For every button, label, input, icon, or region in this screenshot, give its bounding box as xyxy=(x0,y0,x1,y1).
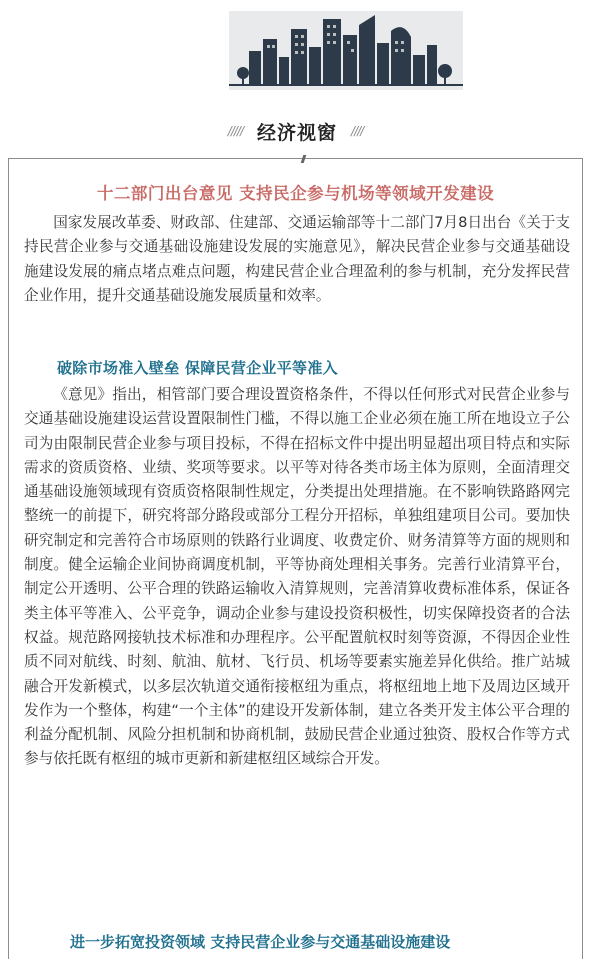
section-header xyxy=(0,114,591,148)
section-deco-right: //// xyxy=(351,124,364,138)
article-title: 十二部门出台意见 支持民企参与机场等领域开发建设 xyxy=(96,184,495,203)
article-subheading: 破除市场准入壁垒 保障民营企业平等准入 xyxy=(57,359,338,377)
city-skyline-banner xyxy=(229,11,463,90)
next-subheading-partial: 进一步拓宽投资领域 支持民营企业参与交通基础设施建设 xyxy=(70,933,451,951)
article-body-paragraph: 《意见》指出，相管部门要合理设置资格条件，不得以任何形式对民营企业参与交通基础设施建设运营设置限制性门槛，不得以施工企业必须在施工所在地设立子公司为由限制民营企业参与项目投标，不得在招标文件中提出明显超出项目特点和实际需求的资质资格、业绩、奖项等要求。以平等对待各类市场主体为原则，全面清理交通基础设施领域现有资质资格限制性规定，分类提出处理措施。在不影响铁路路网完整统一的前提下，研究将部分路段或部分工程分开招标，单独组建项目公司。要加快研究制定和完善符合市场原则的铁路行业调度、收费定价、财务清算等方面的规则和制度。健全运输企业间协商调度机制，平等协商处理相关事务。完善行业清算平台，制定公开透明、公平合理的铁路运输收入清算规则，完善清算收费标准体系，保证各类主体平等准入、公平竞争，调动企业参与建设投资积极性，切实保障投资者的合法权益。规范路网接轨技术标准和办理程序。公平配置航权时刻等资源，不得因企业性质不同对航线、时刻、航油、航材、飞行员、机场等要素实施差异化供给。推广站城融合开发新模式，以多层次轨道交通衔接枢纽为重点，将枢纽地上地下及周边区域开发作为一个整体，构建“一个主体”的建设开发新体制，建立各类开发主体公平合理的利益分配机制、风险分担机制和协商机制，鼓励民营企业通过独资、股权合作等方式参与依托既有枢纽的城市更新和新建枢纽区域综合开发。 xyxy=(24,386,570,768)
city-skyline-icon xyxy=(229,11,463,90)
cut-off-next-heading xyxy=(24,930,570,951)
section-deco-left: ///// xyxy=(227,124,244,138)
section-title: 经济视窗 xyxy=(257,121,338,144)
article-intro-paragraph: 国家发展改革委、财政部、住建部、交通运输部等十二部门7月8日出台《关于支持民营企业参与交通基础设施建设发展的实施意见》，解决民营企业参与交通基础设施建设发展的痛点堵点难点问题，构建民营企业合理盈利的参与机制，充分发挥民营企业作用，提升交通基础设施发展质量和效率。 xyxy=(24,214,570,304)
